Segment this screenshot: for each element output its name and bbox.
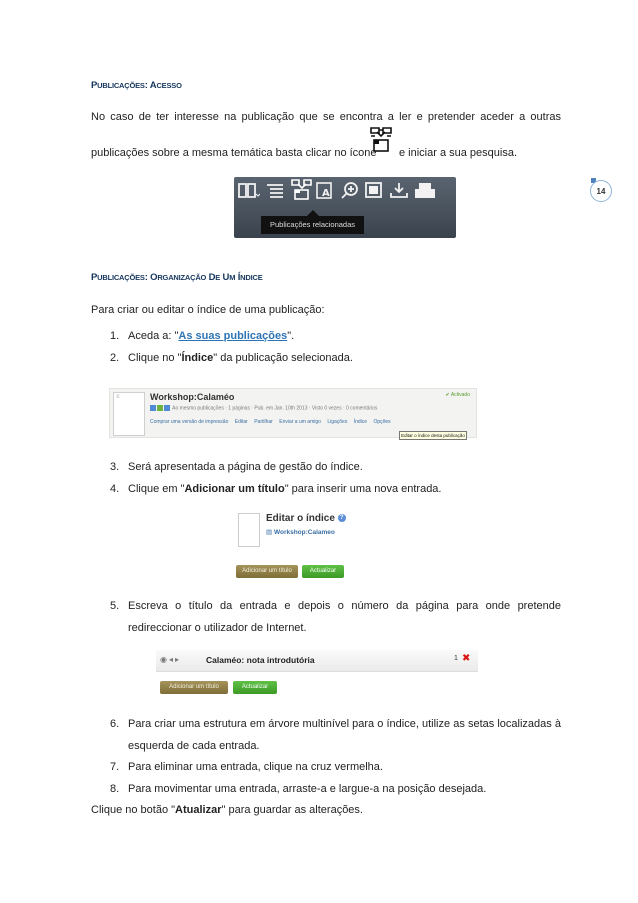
list-item-step-1: 1. Aceda a: "As suas publicações".	[110, 330, 295, 342]
arrow-left-icon[interactable]: ◂	[168, 655, 175, 664]
text-search-icon	[316, 182, 334, 199]
list-item-step-4: 4. Clique em "Adicionar um título" para inserir uma nova entrada.	[110, 483, 442, 495]
publication-actions	[150, 419, 396, 425]
viewer-toolbar-screenshot	[234, 177, 456, 238]
zoom-in-icon	[340, 182, 358, 199]
action-indice[interactable]: Índice	[353, 419, 368, 425]
related-publications-inline-icon	[369, 126, 393, 154]
list-item-step-5-cont: redireccionar o utilizador de Internet.	[128, 622, 307, 634]
action-opcoes[interactable]: Opções	[373, 419, 391, 425]
publication-meta: Ao mesmo publicações · 1 páginas · Pub. em Jan. 10th 2013 · Visto 0 vezes · 0 comentários	[150, 405, 377, 411]
print-icon	[414, 182, 436, 199]
list-item-step-3: 3. Será apresentada a página de gestão do índice.	[110, 461, 363, 473]
toolbar-tooltip: Publicações relacionadas	[261, 216, 364, 234]
link-as-suas-publicacoes[interactable]: As suas publicações	[178, 330, 288, 342]
action-comprar[interactable]: Comprar uma versão de impressão	[150, 419, 229, 425]
add-title-button-2[interactable]: Adicionar um título	[160, 681, 228, 694]
entry-arrows	[160, 655, 181, 664]
editar-title: Editar o índice ?	[266, 513, 346, 524]
add-title-button[interactable]: Adicionar um título	[236, 565, 298, 578]
index-entry-row-screenshot	[156, 650, 478, 672]
action-ligacoes[interactable]: Ligações	[327, 419, 348, 425]
update-button[interactable]: Actualizar	[302, 565, 344, 578]
entry-page-number[interactable]: 1	[454, 655, 458, 662]
section-heading-acesso: PUBLICAÇÕES: ACESSO	[91, 80, 182, 91]
action-editar[interactable]: Editar	[234, 419, 248, 425]
document-icon: ▤	[266, 529, 274, 536]
svg-text:A: A	[322, 188, 330, 199]
list-icon	[266, 182, 284, 199]
list-item-step-8: 8. Para movimentar uma entrada, arraste-a e largue-a na posição desejada.	[110, 783, 487, 795]
editar-thumbnail	[238, 513, 260, 547]
list-item-step-7: 7. Para eliminar uma entrada, clique na cruz vermelha.	[110, 761, 383, 773]
paragraph-acesso-line1: No caso de ter interesse na publicação que se encontra a ler e pretender aceder a outras	[91, 111, 561, 123]
entry-title[interactable]: Calaméo: nota introdutória	[206, 655, 315, 665]
action-partilhar[interactable]: Partilhar	[254, 419, 273, 425]
paragraph-intro: Para criar ou editar o índice de uma publicação:	[91, 304, 325, 316]
page-number: 14	[590, 180, 612, 202]
delete-entry-icon[interactable]: ✖	[462, 653, 471, 664]
list-item-step-2: 2. Clique no "Índice" da publicação selecionada.	[110, 352, 353, 364]
action-enviar[interactable]: Enviar a um amigo	[279, 419, 321, 425]
download-icon	[389, 182, 407, 199]
indice-tooltip: Editar o índice desta publicação	[399, 431, 467, 440]
section-heading-organizacao: PUBLICAÇÕES: ORGANIZAÇÃO DE UM ÍNDICE	[91, 272, 263, 283]
list-item-step-5: 5. Escreva o título da entrada e depois o número da página para onde pretende	[110, 600, 561, 612]
publication-thumbnail: ≡	[113, 392, 145, 436]
paragraph-footer: Clique no botão "Atualizar" para guardar as alterações.	[91, 804, 363, 816]
help-icon[interactable]: ?	[338, 514, 346, 522]
drag-handle-icon[interactable]: ◉	[160, 655, 169, 664]
related-publications-icon	[291, 179, 309, 196]
list-item-step-6-cont: esquerda de cada entrada.	[128, 740, 260, 752]
editar-subtitle: ▤ Workshop:Calameo	[266, 529, 335, 536]
update-button-2[interactable]: Actualizar	[233, 681, 277, 694]
arrow-right-icon[interactable]: ▸	[175, 655, 182, 664]
publication-strip-screenshot	[109, 388, 477, 438]
paragraph-acesso-line2: publicações sobre a mesma temática basta clicar no ícone e iniciar a sua pesquisa.	[91, 146, 561, 160]
publication-title: Workshop:Calaméo	[150, 392, 235, 402]
book-icon	[238, 182, 256, 199]
list-item-step-6: 6. Para criar uma estrutura em árvore multinível para o índice, utilize as setas localizadas à	[110, 718, 561, 730]
publication-status: ✔ Activado	[445, 392, 470, 398]
fullscreen-icon	[365, 182, 383, 199]
